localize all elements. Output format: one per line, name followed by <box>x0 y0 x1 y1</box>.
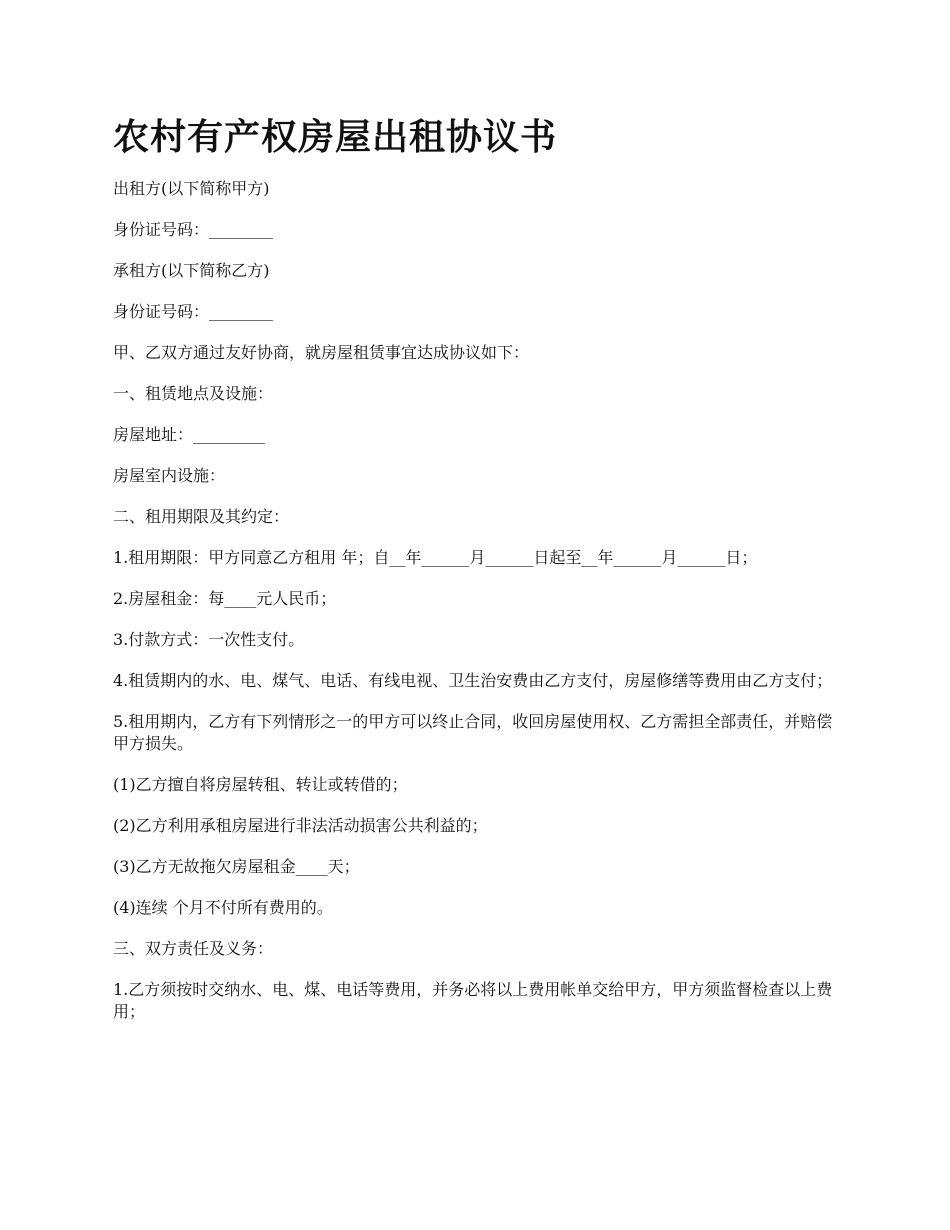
paragraph-lessor-id: 身份证号码：________ <box>113 220 274 239</box>
paragraph-intro: 甲、乙双方通过友好协商，就房屋租赁事宜达成协议如下： <box>113 343 530 362</box>
list-item-rent-arrears: (3)乙方无故拖欠房屋租金____天； <box>113 857 360 876</box>
document-title: 农村有产权房屋出租协议书 <box>113 116 558 158</box>
section-heading-duties: 三、双方责任及义务： <box>113 939 274 958</box>
paragraph-lessor: 出租方(以下简称甲方) <box>113 179 270 198</box>
paragraph-address: 房屋地址：_________ <box>113 425 266 444</box>
paragraph-termination: 5.租用期内，乙方有下列情形之一的甲方可以终止合同，收回房屋使用权、乙方需担全部责任，并赔偿甲方损失。 <box>113 712 833 753</box>
paragraph-rent: 2.房屋租金：每____元人民币； <box>113 589 337 608</box>
paragraph-lessee: 承租方(以下简称乙方) <box>113 261 270 280</box>
paragraph-duty-1: 1.乙方须按时交纳水、电、煤、电话等费用，并务必将以上费用帐单交给甲方，甲方须监督检查以上费用； <box>113 980 833 1021</box>
list-item-illegal-use: (2)乙方利用承租房屋进行非法活动损害公共利益的； <box>113 816 488 835</box>
section-heading-term: 二、租用期限及其约定： <box>113 507 290 526</box>
document-page <box>113 110 838 1042</box>
paragraph-facilities: 房屋室内设施： <box>113 466 226 485</box>
list-item-sublet: (1)乙方擅自将房屋转租、转让或转借的； <box>113 775 408 794</box>
paragraph-fees: 4.租赁期内的水、电、煤气、电话、有线电视、卫生治安费由乙方支付，房屋修缮等费用由乙方支付； <box>113 671 833 690</box>
list-item-unpaid-fees: (4)连续 个月不付所有费用的。 <box>113 898 333 917</box>
section-heading-location: 一、租赁地点及设施： <box>113 384 274 403</box>
paragraph-term: 1.租用期限：甲方同意乙方租用 年；自__年______月______日起至__年______月______日； <box>113 548 758 567</box>
paragraph-lessee-id: 身份证号码：________ <box>113 302 274 321</box>
paragraph-payment: 3.付款方式：一次性支付。 <box>113 630 305 649</box>
